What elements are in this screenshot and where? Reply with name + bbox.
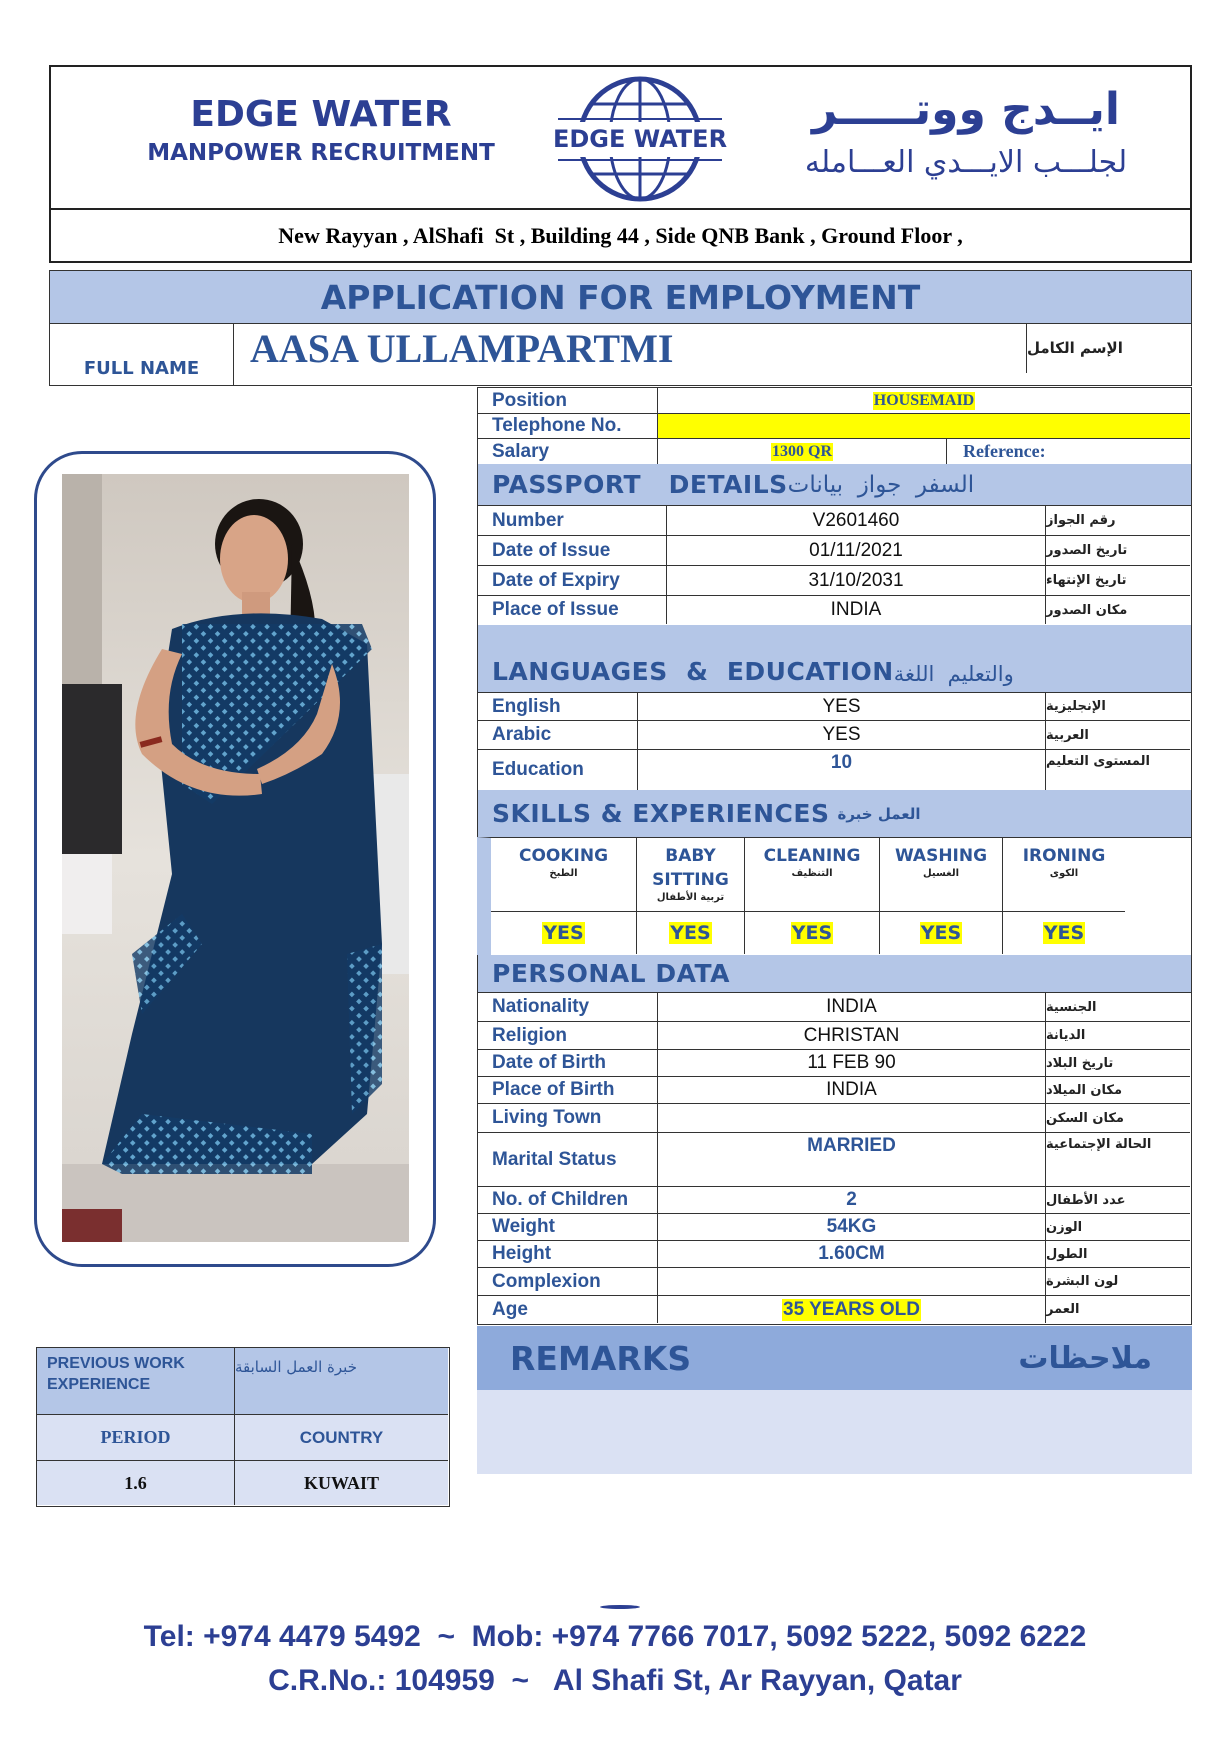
previous-work-country: KUWAIT [235, 1461, 448, 1505]
skill-value [745, 912, 880, 954]
row-label: Nationality [478, 993, 658, 1022]
personal-section-header [477, 955, 1192, 993]
full-name-label: FULL NAME [50, 323, 234, 385]
skill-value [1003, 912, 1125, 954]
row-label-ar: رقم الجواز [1046, 506, 1190, 536]
row-label: Number [478, 506, 667, 536]
row-label-ar: الديانة [1046, 1022, 1190, 1050]
row-value-text: 54KG [826, 1216, 877, 1237]
row-label-ar: مكان الصدور [1046, 602, 1128, 618]
row-value-text: 35 YEARS OLD [783, 1298, 920, 1320]
row-value-text: INDIA [826, 996, 877, 1017]
row-label-ar: تاريخ الصدور [1046, 536, 1190, 566]
previous-work-period: 1.6 [37, 1461, 235, 1505]
row-value-text: 01/11/2021 [809, 539, 903, 561]
row-label-ar: تاريخ البلاد [1046, 1050, 1190, 1077]
skill-header [880, 838, 1003, 912]
previous-work-title-ar: خبرة العمل السابقة [235, 1348, 448, 1415]
applicant-photo-image [62, 474, 409, 1242]
row-label: Complexion [478, 1268, 658, 1296]
skill-name: IRONING [1022, 846, 1106, 866]
company-name-line2: MANPOWER RECRUITMENT [147, 140, 495, 166]
skill-name: COOKING [518, 846, 609, 866]
skill-name: WASHING [894, 846, 988, 866]
previous-work-title-text: PREVIOUS WORK EXPERIENCE [47, 1355, 185, 1393]
row-value [658, 1104, 1046, 1133]
footer-divider [600, 1605, 640, 1609]
row-label: Weight [478, 1214, 658, 1241]
row-label-ar: الجنسية [1046, 993, 1190, 1022]
form-title: APPLICATION FOR EMPLOYMENT [320, 277, 921, 317]
row-value [658, 1268, 1046, 1296]
skill-header [1003, 838, 1125, 912]
remarks-title: REMARKS [510, 1338, 692, 1378]
letterhead [49, 65, 1192, 210]
company-name-ar-line2: لجلـــب الايـــدي العـــامله [804, 145, 1128, 180]
skills-table [477, 837, 1192, 956]
row-value [638, 693, 1046, 721]
skill-header [745, 838, 880, 912]
personal-table [477, 992, 1192, 1325]
row-value [667, 536, 1046, 566]
row-label: Education [478, 750, 638, 790]
languages-table [477, 692, 1192, 791]
skill-value-text: YES [670, 922, 711, 944]
personal-title: PERSONAL DATA [492, 959, 730, 988]
address-text: New Rayyan , AlShafi St , Building 44 , Side QNB Bank , Ground Floor , [278, 222, 963, 248]
applicant-photo [62, 474, 409, 1242]
row-value-text: 1.60CM [818, 1243, 885, 1264]
row-label: Height [478, 1241, 658, 1268]
skill-value-text: YES [543, 922, 584, 944]
row-value-text: 10 [830, 752, 853, 773]
row-value [658, 1296, 1046, 1323]
skill-value-text: YES [791, 922, 833, 944]
period-header: PERIOD [37, 1415, 235, 1461]
footer-contact: Tel: +974 4479 5492 ~ Mob: +974 7766 7017, 5092 5222, 5092 6222 [143, 1620, 1087, 1653]
company-name-line1: EDGE WATER [190, 94, 452, 135]
row-label-ar: عدد الأطفال [1046, 1187, 1190, 1214]
salary-label: Salary [478, 439, 658, 464]
skills-title: SKILLS & EXPERIENCES [492, 799, 830, 828]
skill-value-text: YES [1043, 922, 1085, 944]
row-value [658, 1214, 1046, 1241]
position-value [658, 388, 1190, 414]
row-label-ar: المستوى التعليم [1046, 754, 1150, 769]
skill-value-text: YES [920, 922, 962, 944]
row-value [658, 1133, 1046, 1187]
row-label-ar: العربية [1046, 721, 1190, 750]
position-label: Position [478, 388, 658, 414]
skill-header [491, 838, 637, 912]
row-label: English [478, 693, 638, 721]
company-name-ar [751, 79, 1181, 185]
row-label: Living Town [478, 1104, 658, 1133]
row-label: Age [478, 1296, 658, 1323]
skill-name: BABY SITTING [652, 846, 729, 890]
row-value [667, 596, 1046, 624]
row-label-ar: الوزن [1046, 1214, 1190, 1241]
row-label-ar: مكان السكن [1046, 1104, 1190, 1133]
row-label-ar: الإنجليزية [1046, 693, 1190, 721]
row-value [638, 721, 1046, 750]
company-name-en [111, 93, 531, 169]
skill-name: CLEANING [763, 846, 861, 866]
row-label: Marital Status [478, 1133, 658, 1187]
skill-name-ar: الكوى [1049, 868, 1079, 879]
row-label: Religion [478, 1022, 658, 1050]
row-value-text: YES [822, 724, 861, 745]
previous-work-table [36, 1347, 450, 1507]
passport-title-ar: السفر جواز بيانات [787, 471, 975, 498]
skill-name-ar: الطبخ [549, 868, 578, 879]
row-value [658, 993, 1046, 1022]
row-value-text: INDIA [830, 599, 882, 620]
logo-text: EDGE WATER [552, 125, 728, 153]
row-value-text: 31/10/2031 [808, 569, 904, 591]
skill-header [637, 838, 745, 912]
row-label: Date of Expiry [478, 566, 667, 596]
remarks-title-ar: ملاحظات [1018, 1340, 1152, 1376]
passport-title: PASSPORT DETAILS [492, 470, 788, 499]
row-value [658, 1022, 1046, 1050]
row-label-ar: تاريخ الإنتهاء [1046, 566, 1190, 596]
row-value-text: MARRIED [807, 1135, 896, 1156]
skill-name-ar: التنظيف [791, 868, 833, 879]
languages-title: LANGUAGES & EDUCATION [492, 657, 894, 686]
row-label: Date of Birth [478, 1050, 658, 1077]
row-value [667, 506, 1046, 536]
skill-name-ar: الغسيل [922, 868, 959, 879]
passport-table [477, 505, 1192, 626]
skills-section-header [477, 790, 1192, 838]
skills-title-ar: العمل خبرة [837, 804, 921, 823]
full-name-value: AASA ULLAMPARTMI [250, 325, 674, 371]
row-label-ar: لون البشرة [1046, 1268, 1190, 1296]
full-name-label-ar: الإسم الكامل [1026, 323, 1190, 373]
reference-label: Reference: [963, 441, 1046, 461]
row-label-ar: الحالة الإجتماعية [1046, 1133, 1190, 1187]
row-label: Arabic [478, 721, 638, 750]
row-value-text: 11 FEB 90 [807, 1052, 896, 1073]
address-box [49, 208, 1192, 263]
previous-work-title [37, 1348, 235, 1415]
row-label: No. of Children [478, 1187, 658, 1214]
row-value-text: 2 [846, 1189, 857, 1210]
row-value [667, 566, 1046, 596]
skill-value [491, 912, 637, 954]
remarks-body[interactable] [477, 1390, 1192, 1474]
telephone-value[interactable] [658, 414, 1190, 439]
row-label-ar: الطول [1046, 1241, 1190, 1268]
salary-value-text: 1300 QR [772, 442, 832, 460]
company-name-ar-line1: ايــدج ووتـــــر [812, 84, 1120, 135]
salary-value [658, 439, 947, 464]
company-logo [540, 71, 740, 207]
job-info-table [477, 387, 1192, 465]
row-label: Place of Birth [478, 1077, 658, 1104]
footer-address: C.R.No.: 104959 ~ Al Shafi St, Ar Rayyan, Qatar [268, 1664, 962, 1697]
skill-value [637, 912, 745, 954]
row-value [658, 1241, 1046, 1268]
row-value-text: V2601460 [812, 509, 900, 531]
row-value [658, 1077, 1046, 1104]
position-value-text: HOUSEMAID [873, 391, 975, 409]
skill-value [880, 912, 1003, 954]
telephone-label: Telephone No. [478, 414, 658, 439]
country-header: COUNTRY [235, 1415, 448, 1461]
row-value [658, 1187, 1046, 1214]
row-value-text: INDIA [826, 1079, 877, 1100]
row-label: Date of Issue [478, 536, 667, 566]
passport-section-header [477, 464, 1192, 506]
row-label: Place of Issue [478, 596, 667, 624]
row-value [658, 1050, 1046, 1077]
full-name-row [49, 323, 1192, 386]
remarks-header [477, 1326, 1192, 1390]
row-value-text: CHRISTAN [803, 1024, 900, 1046]
languages-title-ar: والتعليم اللغة [893, 662, 1014, 686]
row-value [638, 750, 1046, 790]
row-value-text: YES [822, 695, 861, 717]
row-label-ar: مكان الميلاد [1046, 1077, 1190, 1104]
skill-name-ar: تربية الأطفال [656, 892, 725, 903]
languages-section-header [477, 625, 1192, 693]
form-title-band [49, 270, 1192, 324]
row-label-ar: العمر [1046, 1302, 1080, 1317]
